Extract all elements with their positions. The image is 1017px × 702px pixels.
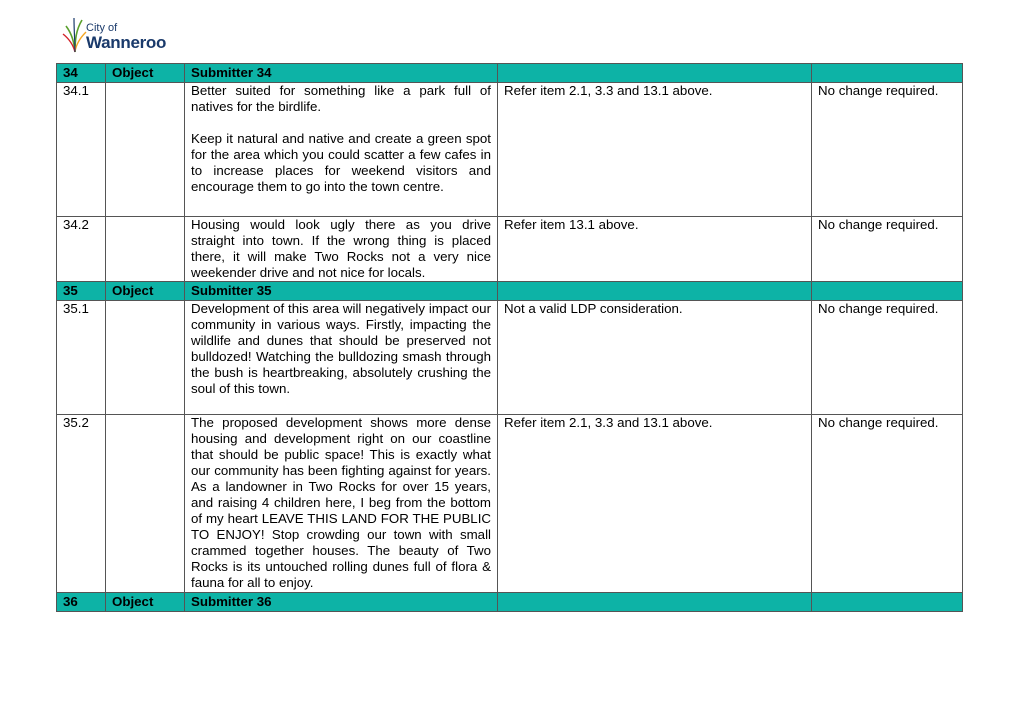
submission-cell: The proposed development shows more dense housing and development right on our coastline that should be public space! This is exactly what our community has been fighting against for years. As a landowner in Two Rocks for over 15 years, and raising 4 children here, I beg from the bottom of my heart LEAVE THIS LAND FOR THE PUBLIC TO ENJOY! Stop crowding our town with small crammed together houses. The beauty of Two Rocks is its untouched rolling dunes full of flora & fauna for all to enjoy. — [185, 415, 498, 593]
header-empty-cell — [498, 64, 812, 83]
recommendation-cell: No change required. — [812, 301, 963, 415]
table-row — [57, 301, 963, 415]
header-empty-cell — [498, 282, 812, 301]
recommendation-cell: No change required. — [812, 415, 963, 593]
logo-leaf-icon — [62, 14, 88, 54]
submitter-header-row — [57, 64, 963, 83]
header-empty-cell — [812, 282, 963, 301]
submitter-title: Submitter 34 — [185, 64, 498, 83]
submitter-status: Object — [106, 282, 185, 301]
response-cell: Refer item 13.1 above. — [498, 217, 812, 282]
submission-cell: Development of this area will negatively impact our community in various ways. Firstly, impacting the wildlife and dunes that should be preserved not bulldozed! Watching the bulldozing smash through the bush is heartbreaking, absolutely crushing the soul of this town. — [185, 301, 498, 415]
header-empty-cell — [812, 64, 963, 83]
submitter-title: Submitter 36 — [185, 593, 498, 612]
submitter-title: Submitter 35 — [185, 282, 498, 301]
submission-paragraph: Better suited for something like a park full of natives for the birdlife. — [191, 83, 491, 114]
table-row — [57, 415, 963, 593]
submitter-number: 34 — [57, 64, 106, 83]
status-cell — [106, 415, 185, 593]
status-cell — [106, 83, 185, 217]
submitter-header-row — [57, 282, 963, 301]
header-empty-cell — [812, 593, 963, 612]
status-cell — [106, 217, 185, 282]
item-number: 35.1 — [57, 301, 106, 415]
recommendation-cell: No change required. — [812, 217, 963, 282]
logo-text-city-of: City of — [86, 22, 118, 34]
city-logo — [62, 14, 182, 56]
header-empty-cell — [498, 593, 812, 612]
item-number: 34.1 — [57, 83, 106, 217]
response-cell: Not a valid LDP consideration. — [498, 301, 812, 415]
submission-cell: Housing would look ugly there as you drive straight into town. If the wrong thing is placed there, it will make Two Rocks not a very nice weekender drive and not nice for locals. — [185, 217, 498, 282]
logo-text-wanneroo: Wanneroo — [86, 33, 167, 52]
submitter-status: Object — [106, 593, 185, 612]
submitter-header-row — [57, 593, 963, 612]
submission-cell — [185, 83, 498, 217]
submitter-number: 35 — [57, 282, 106, 301]
submitter-status: Object — [106, 64, 185, 83]
submitter-number: 36 — [57, 593, 106, 612]
item-number: 34.2 — [57, 217, 106, 282]
submission-paragraph: Keep it natural and native and create a green spot for the area which you could scatter a few cafes in to increase places for weekend visitors and encourage them to go into the town centre. — [191, 131, 491, 194]
status-cell — [106, 301, 185, 415]
submissions-table — [56, 63, 963, 612]
response-cell: Refer item 2.1, 3.3 and 13.1 above. — [498, 83, 812, 217]
item-number: 35.2 — [57, 415, 106, 593]
recommendation-cell: No change required. — [812, 83, 963, 217]
table-row — [57, 217, 963, 282]
table-row — [57, 83, 963, 217]
response-cell: Refer item 2.1, 3.3 and 13.1 above. — [498, 415, 812, 593]
